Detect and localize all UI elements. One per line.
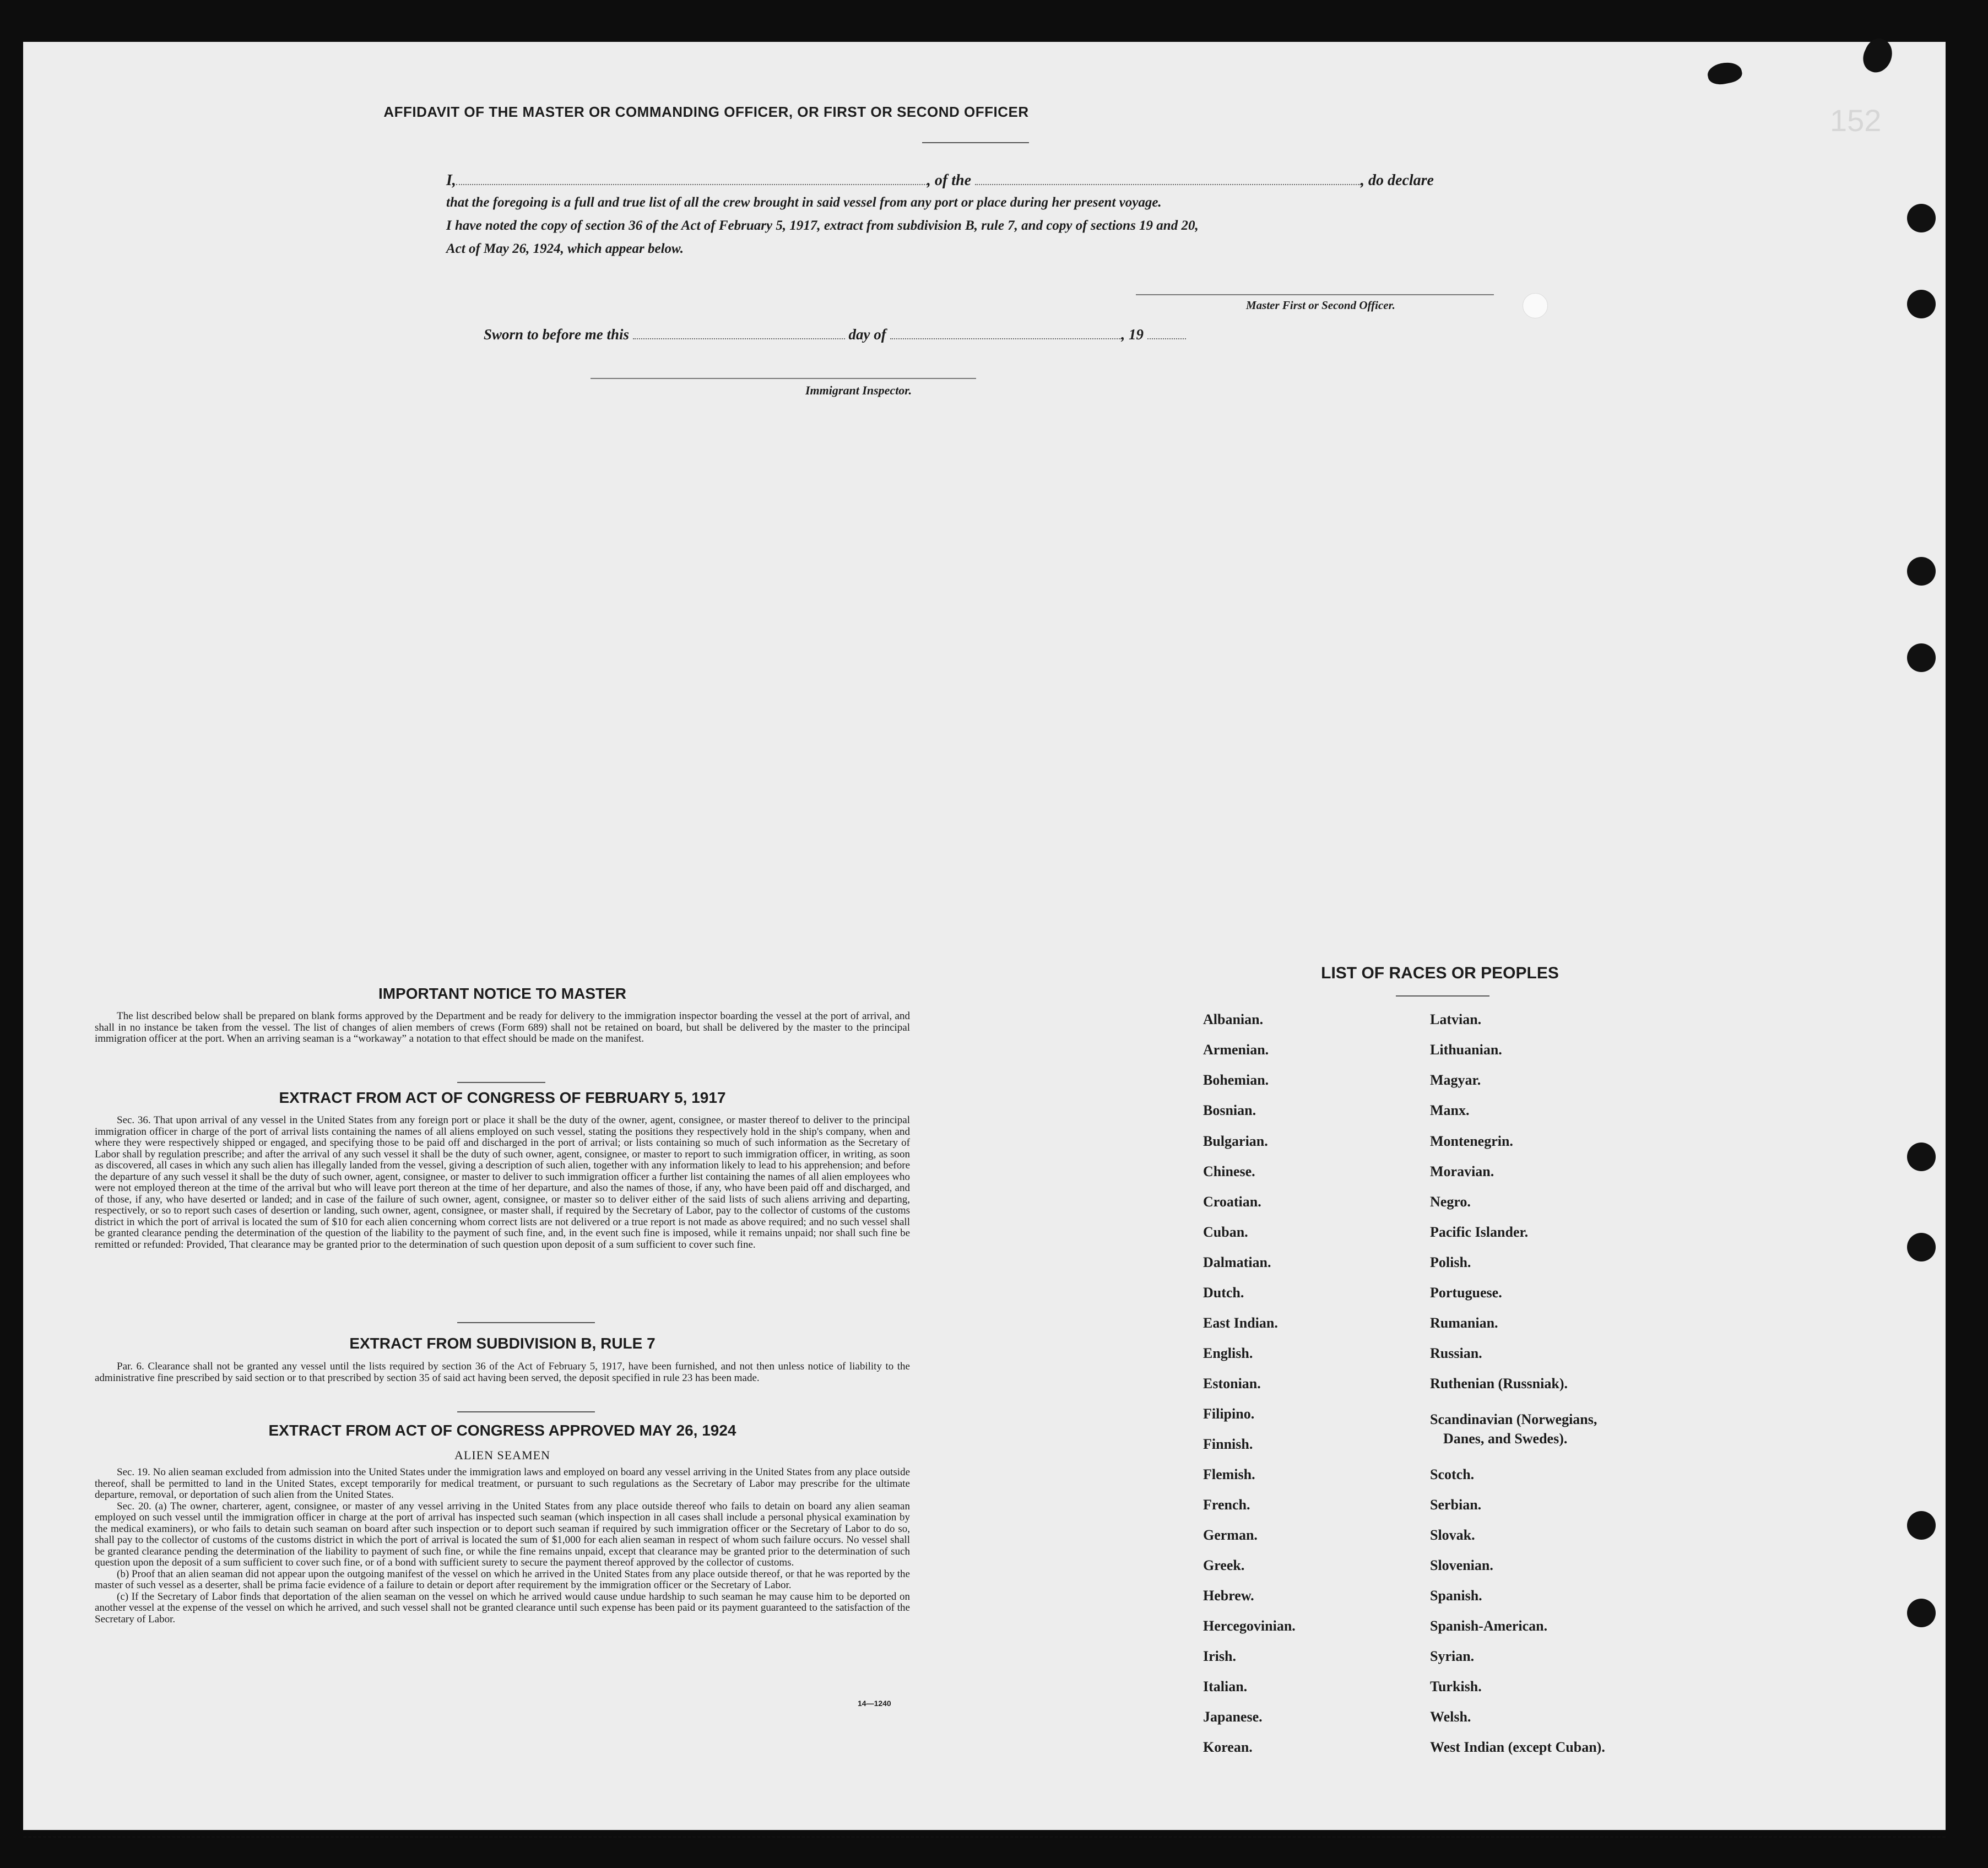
vessel-field[interactable]	[975, 172, 1361, 185]
race-item: Negro.	[1430, 1194, 1471, 1210]
name-field[interactable]	[456, 172, 927, 185]
race-item: Japanese.	[1203, 1709, 1263, 1725]
sworn-day-field[interactable]	[633, 326, 845, 339]
affidavit-line-3: I have noted the copy of section 36 of the Act of February 5, 1917, extract from subdivision B, rule 7, and copy of sections 19 and 20,	[446, 218, 1199, 233]
race-item: French.	[1203, 1497, 1250, 1513]
sworn-year-field[interactable]	[1147, 326, 1186, 339]
form-sheet	[23, 42, 1946, 1830]
race-item: Cuban.	[1203, 1224, 1248, 1240]
race-item: Estonian.	[1203, 1376, 1261, 1391]
race-item: Polish.	[1430, 1254, 1471, 1270]
race-item: English.	[1203, 1345, 1253, 1361]
title-rule	[922, 142, 1029, 143]
affidavit-line-4: Act of May 26, 1924, which appear below.	[446, 241, 684, 256]
race-item: Latvian.	[1430, 1011, 1482, 1027]
rule7-text	[95, 1361, 910, 1384]
notice-text	[95, 1011, 910, 1045]
punch-hole	[1907, 1599, 1936, 1627]
race-item: Bohemian.	[1203, 1072, 1269, 1088]
race-item: Spanish.	[1430, 1588, 1482, 1604]
race-item: Syrian.	[1430, 1648, 1475, 1664]
master-signature-line[interactable]	[1136, 294, 1494, 295]
race-item: Lithuanian.	[1430, 1042, 1502, 1058]
sworn-label: Sworn to before me this	[484, 326, 630, 343]
sec-19-paragraph: Sec. 19. No alien seaman excluded from admission into the United States under the immigration laws and employed on board any vessel arriving in the United States from any place outside thereof, shall be permitted to land in the United States, except temporarily for medical treatment, or pursuant to such regulations as the Secretary of Labor may prescribe for the ultimate departure, removal, or deportation of such alien from the United States.	[95, 1466, 910, 1501]
race-item: Scandinavian (Norwegians,	[1430, 1411, 1597, 1427]
extract-1924-title: EXTRACT FROM ACT OF CONGRESS APPROVED MAY 26, 1924	[268, 1422, 736, 1439]
i-label: I,	[446, 172, 456, 189]
section-rule	[457, 1322, 595, 1323]
race-item: Hercegovinian.	[1203, 1618, 1296, 1634]
race-item: Manx.	[1430, 1102, 1470, 1118]
race-item: West Indian (except Cuban).	[1430, 1739, 1605, 1755]
race-item: Armenian.	[1203, 1042, 1269, 1058]
race-item: Montenegrin.	[1430, 1133, 1513, 1149]
race-item: Greek.	[1203, 1557, 1245, 1573]
alien-seamen-subtitle: ALIEN SEAMEN	[454, 1448, 550, 1462]
race-item: Dalmatian.	[1203, 1254, 1271, 1270]
sworn-month-field[interactable]	[890, 326, 1122, 339]
affidavit-line-2: that the foregoing is a full and true list of all the crew brought in said vessel from any port or place during her present voyage.	[446, 195, 1162, 210]
race-item: Slovak.	[1430, 1527, 1475, 1543]
extract-1917-text	[95, 1115, 910, 1250]
race-item: Ruthenian (Russniak).	[1430, 1376, 1568, 1391]
race-item: Moravian.	[1430, 1163, 1494, 1179]
day-of-label: day of	[848, 326, 886, 343]
punch-hole	[1907, 204, 1936, 232]
sec-36-paragraph: Sec. 36. That upon arrival of any vessel in the United States from any foreign port or place it shall be the duty of the owner, agent, consignee, or master thereof to deliver to the principal immigration officer in charge of the port of arrival lists containing the names of all aliens employed on such vessel, stating the positions they respectively hold in the ship's company, when and where they were respectively shipped or engaged, and specifying those to be paid off and discharged in the port of arrival; or lists containing so much of such information as the Secretary of Labor shall by regulation prescribe; and after the arrival of any such vessel it shall be the duty of such owner, agent, consignee, or master to report to such immigration officer, in writing, as soon as discovered, all cases in which any such alien has illegally landed from the vessel, giving a description of such alien, together with any information likely to lead to his apprehension; and before the departure of any such vessel it shall be the duty of such owner, agent, consignee, or master to deliver to such immigration officer a further list containing the names of all alien employees who were not employed thereon at the time of the arrival but who will leave port thereon at the time of her departure, and also the names of those, if any, who have been paid off and discharged, and of those, if any, who have deserted or landed; and in case of the failure of such owner, agent, consignee, or master so to deliver either of the said lists of such aliens arriving and departing, respectively, or so to report such cases of desertion or landing, such owner, agent, consignee, or master shall, if required by the Secretary of Labor, pay to the collector of customs of the customs district in which the port of arrival is located the sum of $10 for each alien concerning whom correct lists are not delivered or a true report is not made as above required; and no such vessel shall be granted clearance pending the determination of the question of the liability to the payment of such fine, and, in the event such fine is imposed, while it remains unpaid; nor shall such fine be remitted or refunded: Provided, That clearance may be granted prior to the determination of such question upon deposit of a sum sufficient to cover such fine.	[95, 1114, 910, 1250]
notice-title: IMPORTANT NOTICE TO MASTER	[378, 985, 627, 1002]
sec-20b-paragraph: (b) Proof that an alien seaman did not appear upon the outgoing manifest of the vessel on which he arrived in the United States from any place outside thereof, or that he was reported by the master of such vessel as a deserter, shall be prima facie evidence of a failure to detain or deport after requirement by the immigration officer or the Secretary of Labor.	[95, 1568, 910, 1591]
of-the-label: , of the	[927, 172, 972, 189]
punch-hole	[1907, 290, 1936, 318]
race-item: Serbian.	[1430, 1497, 1482, 1513]
rule7-title: EXTRACT FROM SUBDIVISION B, RULE 7	[349, 1335, 656, 1352]
race-item: Bulgarian.	[1203, 1133, 1268, 1149]
race-item: Hebrew.	[1203, 1588, 1254, 1604]
race-item: Rumanian.	[1430, 1315, 1498, 1331]
sec-20a-paragraph: Sec. 20. (a) The owner, charterer, agent, consignee, or master of any vessel arriving in the United States from any place outside thereof who fails to detain on board any alien seaman employed on such vessel until the immigration officer in charge at the port of arrival has inspected such seaman (which inspection in all cases shall include a personal physical examination by the medical examiners), or who fails to detain such seaman on board after such inspection or to deport such seaman if required by such immigration officer or the Secretary of Labor to do so, shall pay to the collector of customs of the customs district in which the port of arrival is located the sum of $1,000 for each alien seaman in respect of whom such failure occurs. No vessel shall be granted clearance pending the determination of the liability to payment of such fine, or while the fine remains unpaid, except that clearance may be granted prior to the determination of such question upon the deposit of a sum sufficient to cover such fine, or of a bond with sufficient surety to secure the payment thereof approved by the collector of customs.	[95, 1500, 910, 1568]
race-item: German.	[1203, 1527, 1258, 1543]
race-item: Portuguese.	[1430, 1285, 1502, 1301]
punch-hole	[1907, 1233, 1936, 1261]
race-item: Russian.	[1430, 1345, 1482, 1361]
ink-blot	[1706, 59, 1744, 87]
extract-1917-title: EXTRACT FROM ACT OF CONGRESS OF FEBRUARY 5, 1917	[279, 1089, 726, 1106]
inspector-signature-line[interactable]	[591, 378, 976, 379]
do-declare-label: , do declare	[1361, 172, 1434, 189]
race-item: Bosnian.	[1203, 1102, 1256, 1118]
race-item: Chinese.	[1203, 1163, 1255, 1179]
race-item: Pacific Islander.	[1430, 1224, 1529, 1240]
paper-mark	[1523, 293, 1548, 318]
race-item: Italian.	[1203, 1679, 1248, 1694]
inspector-label: Immigrant Inspector.	[805, 383, 912, 397]
edge-dashes	[23, 1836, 1946, 1838]
sec-20c-paragraph: (c) If the Secretary of Labor finds that deportation of the alien seaman on the vessel on which he arrived would cause undue hardship to such seaman he may cause him to be deported on another vessel at the expense of the vessel on which he arrived, and such vessel shall not be granted clearance until such expense has been paid or its payment guaranteed to the satisfaction of the Secretary of Labor.	[95, 1590, 910, 1625]
section-rule	[457, 1411, 595, 1412]
race-item: Croatian.	[1203, 1194, 1261, 1210]
race-item: Filipino.	[1203, 1406, 1255, 1422]
race-item: Slovenian.	[1430, 1557, 1493, 1573]
race-item: Danes, and Swedes).	[1443, 1431, 1568, 1447]
ink-blot	[1858, 34, 1898, 77]
par-6-paragraph: Par. 6. Clearance shall not be granted any vessel until the lists required by section 36 of the Act of February 5, 1917, have been furnished, and not then unless notice of liability to the administrative fine prescribed by said section or to that prescribed by section 35 of said act having been served, the deposit specified in rule 23 has been made.	[95, 1361, 910, 1384]
section-rule	[457, 1082, 545, 1083]
punch-hole	[1907, 1511, 1936, 1540]
race-item: Magyar.	[1430, 1072, 1481, 1088]
race-item: Finnish.	[1203, 1436, 1253, 1452]
races-title: LIST OF RACES OR PEOPLES	[1321, 964, 1559, 982]
race-item: Turkish.	[1430, 1679, 1482, 1694]
race-item: Flemish.	[1203, 1466, 1255, 1482]
page-number: 152	[1830, 103, 1882, 138]
master-signature-label: Master First or Second Officer.	[1246, 299, 1395, 312]
race-item: East Indian.	[1203, 1315, 1278, 1331]
extract-1924-text	[95, 1467, 910, 1625]
race-item: Welsh.	[1430, 1709, 1471, 1725]
affidavit-title: AFFIDAVIT OF THE MASTER OR COMMANDING OFFICER, OR FIRST OR SECOND OFFICER	[383, 104, 1029, 120]
race-item: Irish.	[1203, 1648, 1236, 1664]
sworn-line	[484, 326, 1186, 343]
notice-paragraph: The list described below shall be prepared on blank forms approved by the Department and be ready for delivery to the immigration inspector boarding the vessel at the port of arrival, and shall in no instance be taken from the vessel. The list of changes of alien members of crews (Form 689) shall not be retained on board, but shall be delivered by the master to the principal immigration officer at the port. When an arriving seaman is a “workaway” a notation to that effect should be made on the manifest.	[95, 1010, 910, 1044]
punch-hole	[1907, 1143, 1936, 1171]
race-item: Korean.	[1203, 1739, 1253, 1755]
year-label: , 19	[1121, 326, 1144, 343]
punch-hole	[1907, 643, 1936, 672]
race-item: Albanian.	[1203, 1011, 1264, 1027]
affidavit-line-1	[446, 172, 1434, 189]
form-number: 14—1240	[858, 1699, 891, 1708]
race-item: Scotch.	[1430, 1466, 1475, 1482]
race-item: Spanish-American.	[1430, 1618, 1548, 1634]
punch-hole	[1907, 557, 1936, 586]
race-item: Dutch.	[1203, 1285, 1244, 1301]
races-title-rule	[1396, 995, 1489, 997]
